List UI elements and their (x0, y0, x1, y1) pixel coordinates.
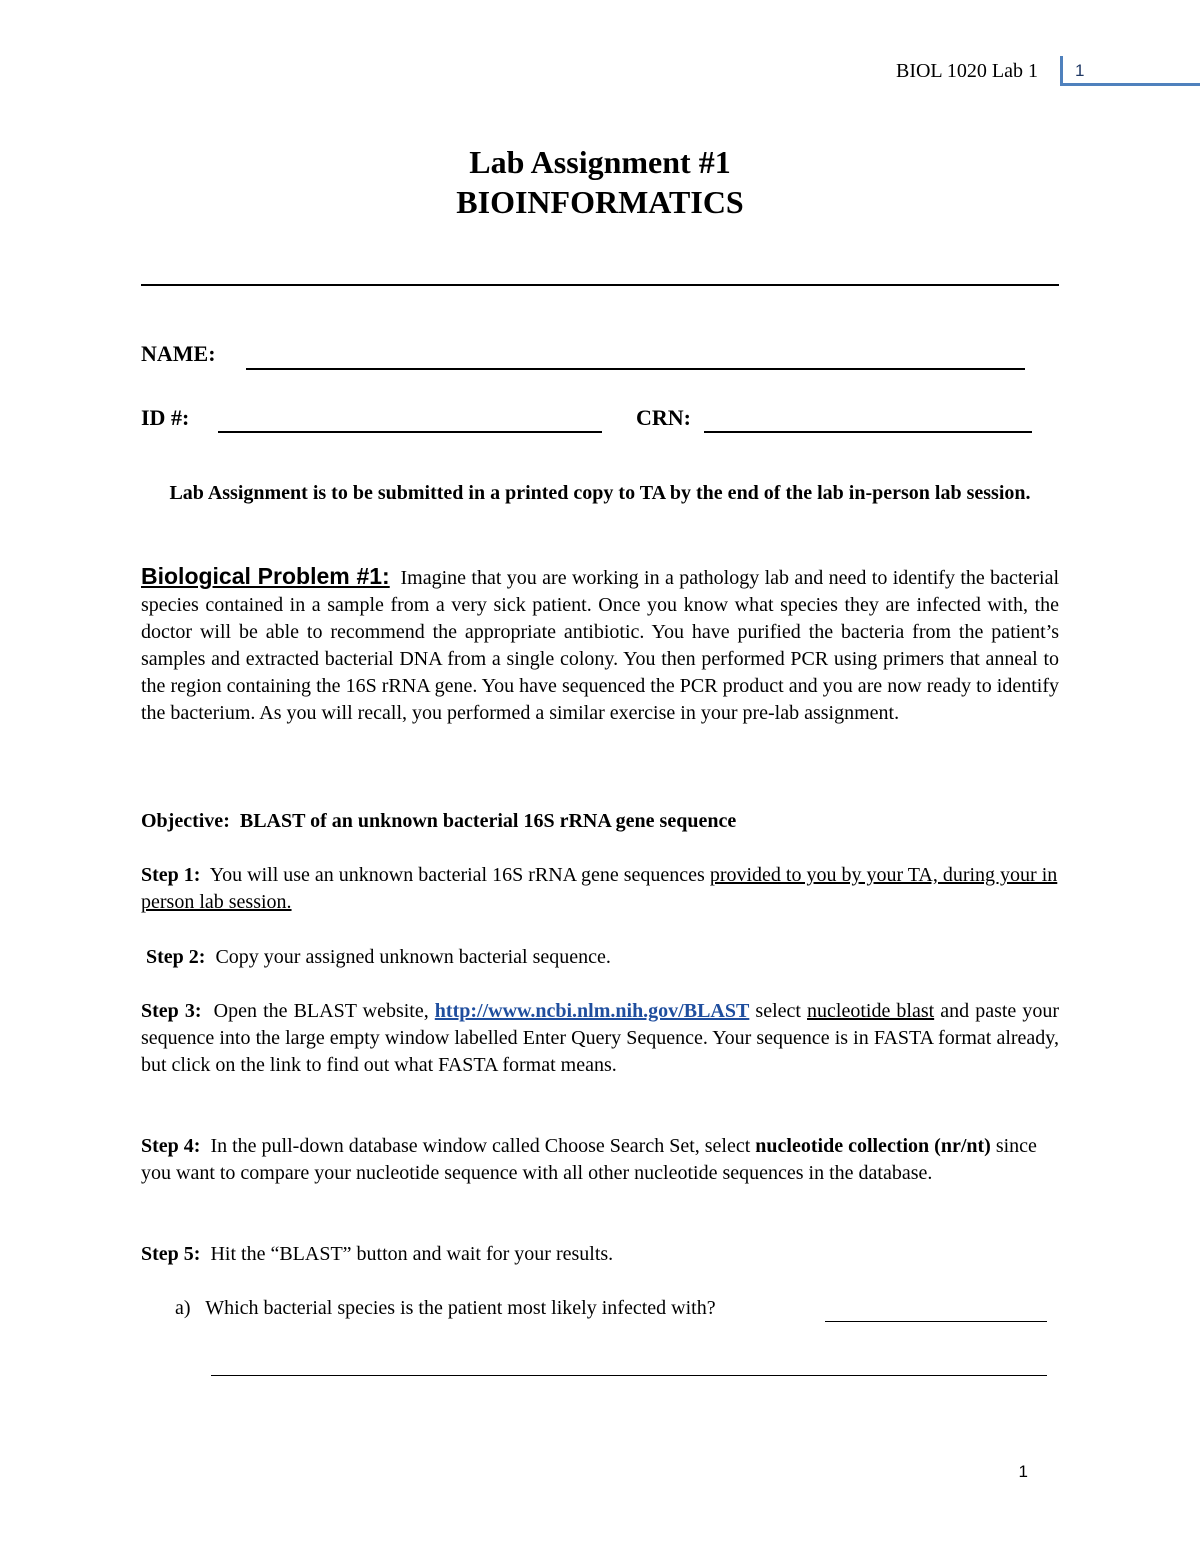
objective-text: BLAST of an unknown bacterial 16S rRNA gene sequence (239, 810, 737, 832)
step-2-text: Copy your assigned unknown bacterial sequence. (215, 946, 611, 968)
step-3-text-a: Open the BLAST website, (213, 1000, 429, 1022)
blast-website-link[interactable]: http://www.ncbi.nlm.nih.gov/BLAST (434, 1000, 750, 1022)
step-5 (141, 1241, 1059, 1268)
step-5-label: Step 5: (141, 1243, 201, 1265)
step-2-label: Step 2: (146, 946, 206, 968)
submission-notice: Lab Assignment is to be submitted in a printed copy to TA by the end of the lab in-person lab session. (169, 482, 1031, 504)
title-line-1: Lab Assignment #1 (469, 144, 731, 180)
title-line-2: BIOINFORMATICS (456, 184, 744, 220)
problem-paragraph (141, 563, 1059, 727)
crn-label: CRN: (636, 405, 691, 430)
answer-a-line-1[interactable] (825, 1321, 1047, 1322)
header-page-badge: 1 (1060, 56, 1200, 86)
step-3-label: Step 3: (141, 1000, 202, 1022)
question-a-marker: a) (175, 1297, 191, 1319)
objective-label: Objective: (141, 810, 230, 832)
step-1-label: Step 1: (141, 864, 201, 886)
step-4-bold: nucleotide collection (nr/nt) (755, 1135, 991, 1157)
step-1-underlined: provided to you by your TA, during your in person lab session. (141, 864, 1058, 913)
step-3-text-c: and paste your sequence into the large empty window labelled Enter Query Sequence. Your sequence is in FASTA format already, but click on the link to find out what FASTA format means. (141, 1000, 1060, 1076)
objective-paragraph (141, 808, 1059, 835)
id-field[interactable] (218, 431, 602, 433)
question-a-text: Which bacterial species is the patient most likely infected with? (205, 1297, 716, 1319)
footer-page-number: 1 (1018, 1462, 1028, 1481)
step-4 (141, 1133, 1059, 1187)
step-4-text-b: since you want to compare your nucleotide sequence with all other nucleotide sequences in the database. (141, 1135, 1037, 1184)
header-course-label: BIOL 1020 Lab 1 (895, 60, 1038, 82)
problem-text: Imagine that you are working in a pathology lab and need to identify the bacterial species contained in a sample from a very sick patient. Once you know what species they are infected with, the doctor will be able to recommend the appropriate antibiotic. You have purified the bacteria from the patient’s samples and extracted bacterial DNA from a single colony. You then performed PCR using primers that anneal to the region containing the 16S rRNA gene. You have sequenced the PCR product and you are now ready to identify the bacterium. As you will recall, you performed a similar exercise in your pre-lab assignment. (141, 567, 1059, 724)
step-3-underlined: nucleotide blast (807, 1000, 935, 1022)
name-field[interactable] (246, 368, 1025, 370)
step-1-text: You will use an unknown bacterial 16S rRNA gene sequences (209, 864, 705, 886)
step-3-text-b: select (755, 1000, 801, 1022)
id-label: ID #: (141, 405, 190, 430)
step-4-label: Step 4: (141, 1135, 201, 1157)
step-5-text: Hit the “BLAST” button and wait for your results. (210, 1243, 614, 1265)
title-divider (141, 284, 1059, 286)
name-label: NAME: (141, 341, 216, 366)
answer-a-line-2[interactable] (211, 1375, 1047, 1376)
step-1 (141, 862, 1059, 916)
document-title (0, 142, 1200, 222)
crn-field[interactable] (704, 431, 1032, 433)
step-3 (141, 998, 1059, 1079)
step-2 (146, 944, 1064, 971)
question-a (175, 1295, 825, 1322)
problem-heading: Biological Problem #1: (141, 563, 390, 589)
step-4-text-a: In the pull-down database window called Choose Search Set, select (210, 1135, 751, 1157)
